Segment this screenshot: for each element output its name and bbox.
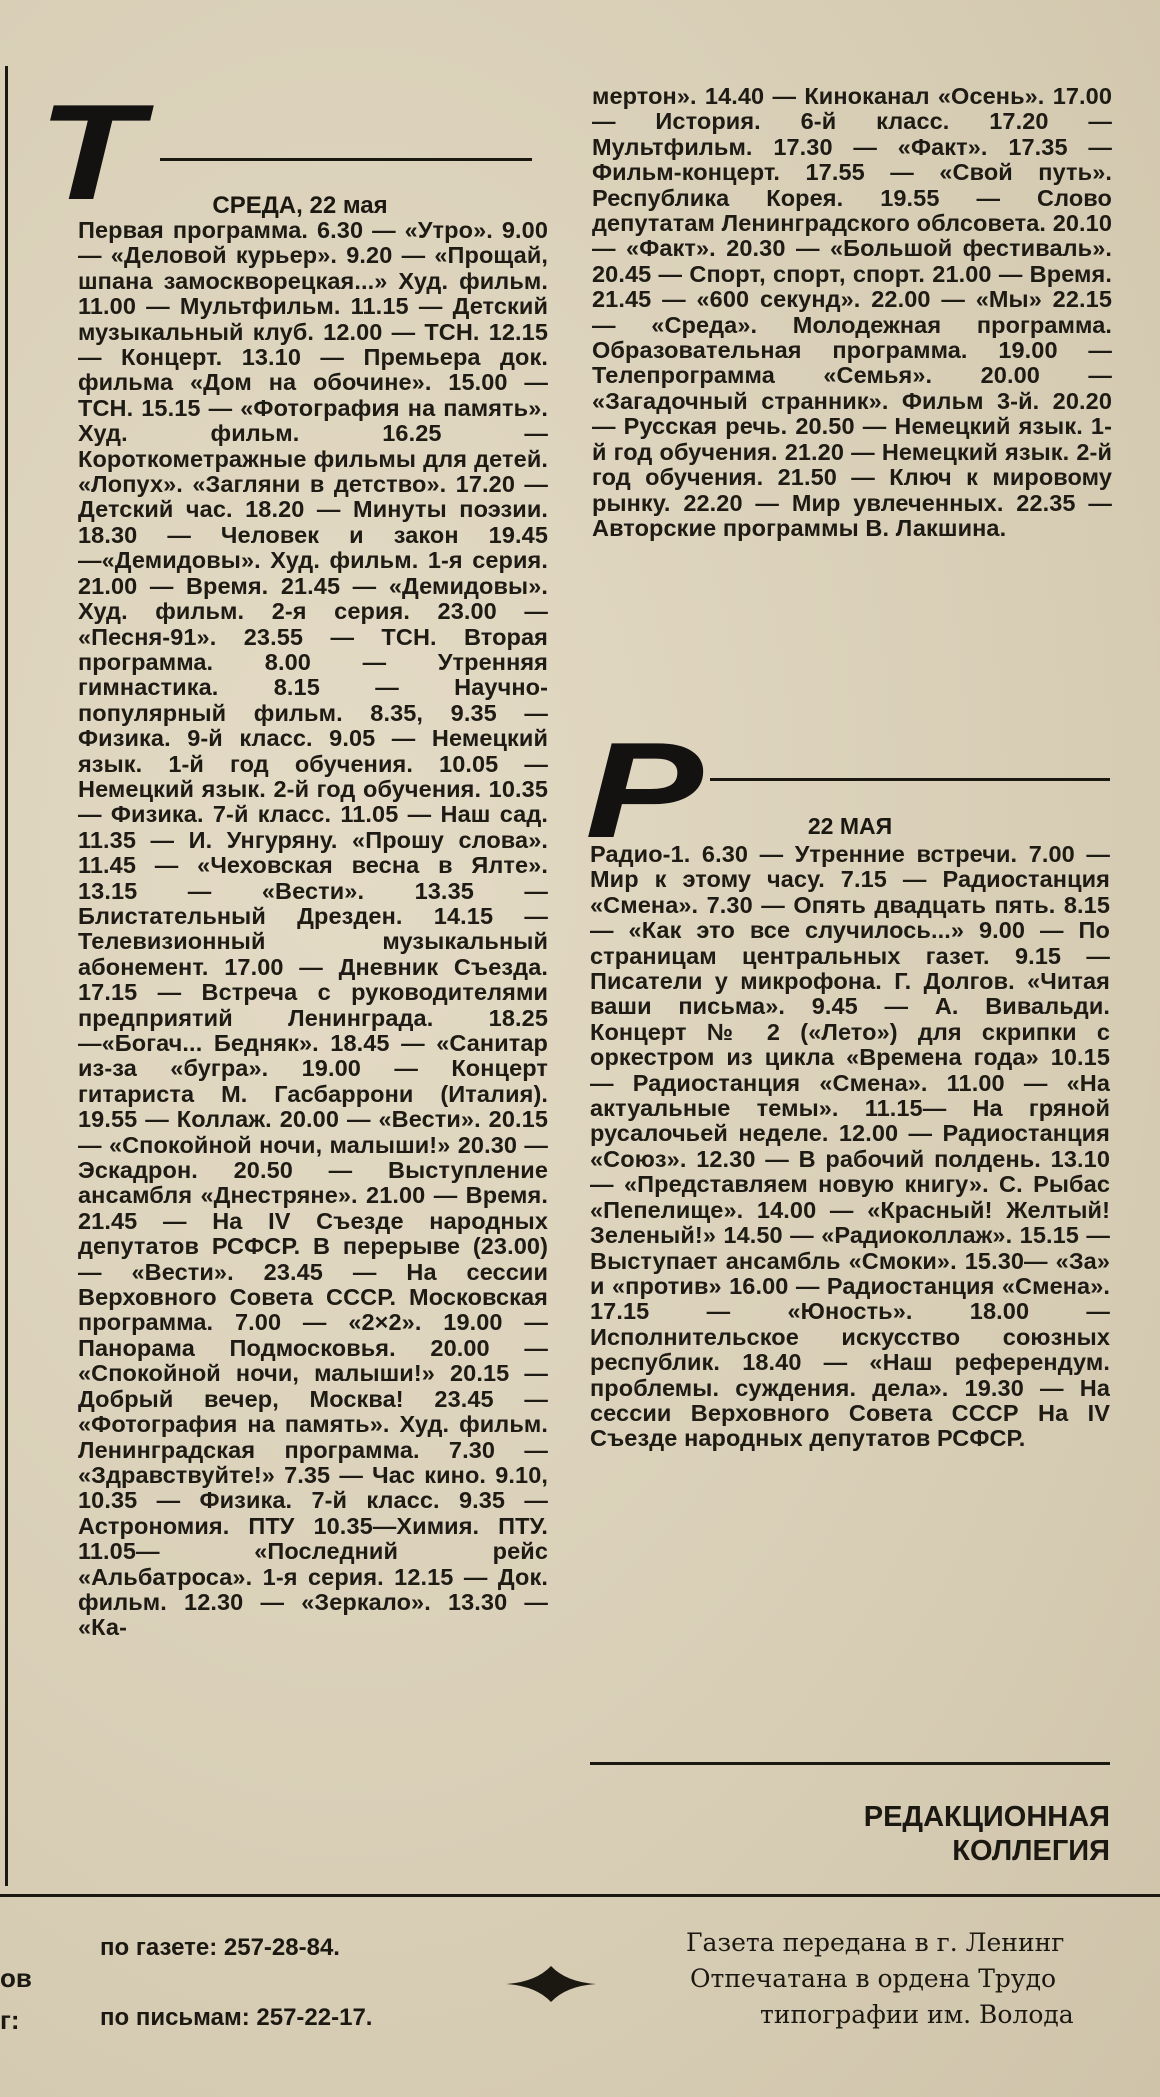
- editorial-line-1: РЕДАКЦИОННАЯ: [863, 1801, 1110, 1833]
- footer-phone-newspaper: по газете: 257-28-84.: [100, 1934, 340, 1961]
- radio-schedule-text: Радио-1. 6.30 — Утренние встречи. 7.00 — Мир к этому часу. 7.15 — Радиостанция «Смена». 7.30 — Опять двадцать пять. 8.15 — «Как это все случилось...» 9.00 — По страницам центральных газет. 9.15 — Писатели у микрофона. Г. Долгов. «Читая ваши письма». 9.45 — А. Вивальди. Концерт № 2 («Лето») для скрипки с оркестром из цикла «Времена года» 10.15 — Радиостанция «Смена». 11.00 — «На актуальные темы». 11.15— На гряной русалочьей неделе. 12.00 — Радиостанция «Союз». 12.30 — В рабочий полдень. 13.10 — «Представляем новую книгу». С. Рыбас «Пепелище». 14.00 — «Красный! Желтый! Зеленый!» 14.50 — «Радиоколлаж». 15.15 — Выступает ансамбль «Смоки». 15.30— «За» и «против» 16.00 — Радиостанция «Смена». 17.15 — «Юность». 18.00 — Исполнительское искусство союзных республик. 18.40 — «Наш референдум. проблемы. суждения. дела». 19.30 — На сессии Верховного Совета СССР На IV Съезде народных депутатов РСФСР.: [590, 842, 1110, 1452]
- radio-column: [590, 842, 1110, 1742]
- tv-column-1: [78, 218, 548, 1840]
- radio-day-heading: 22 МАЯ: [807, 813, 893, 839]
- left-border-rule: [5, 66, 8, 1886]
- tv-section-letter: Т: [38, 76, 142, 228]
- footer-print-line-3: типографии им. Волода: [760, 2000, 1074, 2029]
- radio-end-rule: [590, 1762, 1110, 1765]
- footer-rule: [0, 1894, 1160, 1897]
- footer-diamond-ornament: [506, 1966, 596, 2002]
- footer-print-line-1: Газета передана в г. Ленинг: [686, 1928, 1065, 1957]
- footer-left-fragment-2: г:: [0, 2005, 20, 2035]
- footer-phone-letters: по письмам: 257-22-17.: [100, 2004, 373, 2031]
- footer-print-line-2: Отпечатана в ордена Трудо: [690, 1964, 1057, 1993]
- radio-section-letter: Р: [585, 714, 703, 866]
- tv-schedule-text: Первая программа. 6.30 — «Утро». 9.00 — «Деловой курьер». 9.20 — «Прощай, шпана замоскворецкая...» Худ. фильм. 11.00 — Мультфильм. 11.15 — Детский музыкальный клуб. 12.00 — ТСН. 12.15 — Концерт. 13.10 — Премьера док. фильма «Дом на обочине». 15.00 — ТСН. 15.15 — «Фотография на память». Худ. фильм. 16.25 — Короткометражные фильмы для детей. «Лопух». «Загляни в детство». 17.20 — Детский час. 18.20 — Минуты поэзии. 18.30 — Человек и закон 19.45—«Демидовы». Худ. фильм. 1-я серия. 21.00 — Время. 21.45 — «Демидовы». Худ. фильм. 2-я серия. 23.00 — «Песня-91». 23.55 — ТСН. Вторая программа. 8.00 — Утренняя гимнастика. 8.15 — Научно-популярный фильм. 8.35, 9.35 — Физика. 9-й класс. 9.05 — Немецкий язык. 1-й год обучения. 10.05 — Немецкий язык. 2-й год обучения. 10.35 — Физика. 7-й класс. 11.05 — Наш сад. 11.35 — И. Унгуряну. «Прошу слова». 11.45 — «Чеховская весна в Ялте». 13.15 — «Вести». 13.35 — Блистательный Дрезден. 14.15 — Телевизионный музыкальный абонемент. 17.00 — Дневник Съезда. 17.15 — Встреча с руководителями предприятий Ленинграда. 18.25—«Богач... Бедняк». 18.45 — «Санитар из-за «бугра». 19.00 — Концерт гитариста М. Гасбаррони (Италия). 19.55 — Коллаж. 20.00 — «Вести». 20.15 — «Спокойной ночи, малыши!» 20.30 — Эскадрон. 20.50 — Выступление ансамбля «Днестряне». 21.00 — Время. 21.45 — На IV Съезде народных депутатов РСФСР. В перерыве (23.00) — «Вести». 23.45 — На сессии Верховного Совета СССР. Московская программа. 7.00 — «2×2». 19.00 — Панорама Подмосковья. 20.00 — «Спокойной ночи, малыши!» 20.15 — Добрый вечер, Москва! 23.45 — «Фотография на память». Худ. фильм. Ленинградская программа. 7.30 — «Здравствуйте!» 7.35 — Час кино. 9.10, 10.35 — Физика. 7-й класс. 9.35 — Астрономия. ПТУ 10.35—Химия. ПТУ. 11.05— «Последний рейс «Альбатроса». 1-я серия. 12.15 — Док. фильм. 12.30 — «Зеркало». 13.30 — «Ка-: [78, 218, 548, 1641]
- editorial-line-2: КОЛЛЕГИЯ: [952, 1835, 1110, 1867]
- tv-heading-rule: [160, 158, 532, 161]
- tv-day-heading: СРЕДА, 22 мая: [212, 192, 388, 219]
- footer-left-fragment-1: ов: [0, 1963, 32, 1993]
- editorial-board-heading: [720, 1800, 1110, 1868]
- tv-schedule-continued-text: мертон». 14.40 — Киноканал «Осень». 17.00 — История. 6-й класс. 17.20 — Мультфильм. 17.30 — «Факт». 17.35 — Фильм-концерт. 17.55 — «Свой путь». Республика Корея. 19.55 — Слово депутатам Ленинградского облсовета. 20.10 — «Факт». 20.30 — «Большой фестиваль». 20.45 — Спорт, спорт, спорт. 21.00 — Время. 21.45 — «600 секунд». 22.00 — «Мы» 22.15 — «Среда». Молодежная программа. Образовательная программа. 19.00 — Телепрограмма «Семья». 20.00 — «Загадочный странник». Фильм 3-й. 20.20 — Русская речь. 20.50 — Немецкий язык. 1-й год обучения. 21.20 — Немецкий язык. 2-й год обучения. 21.50 — Ключ к мировому рынку. 22.20 — Мир увлеченных. 22.35 — Авторские программы В. Лакшина.: [592, 84, 1112, 541]
- tv-column-2: [592, 84, 1112, 700]
- radio-heading-rule: [710, 778, 1110, 781]
